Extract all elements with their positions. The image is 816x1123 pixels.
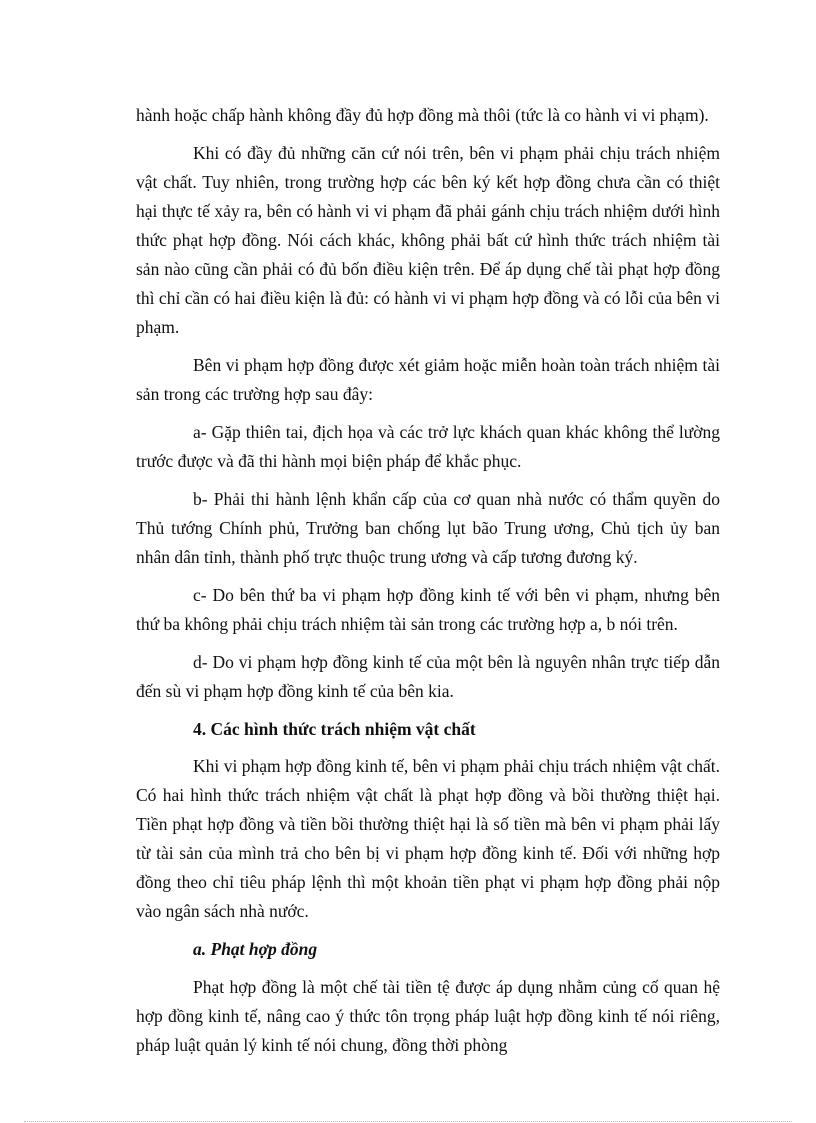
paragraph-conditions: Khi có đầy đủ những căn cứ nói trên, bên vi phạm phải chịu trách nhiệm vật chất. Tuy nhiên, trong trường hợp các bên ký kết hợp đồng chưa cần có thiệt hại thực tế xảy ra, bên có hành vi vi phạm đã phải gánh chịu trách nhiệm dưới hình thức phạt hợp đồng. Nói cách khác, không phải bất cứ hình thức trách nhiệm tài sản nào cũng cần phải có đủ bốn điều kiện trên. Để áp dụng chế tài phạt hợp đồng thì chỉ cần có hai điều kiện là đủ: có hành vi vi phạm hợp đồng và có lỗi của bên vi phạm. [136, 143, 720, 337]
subsection-paragraph: Phạt hợp đồng là một chế tài tiền tệ được áp dụng nhằm củng cố quan hệ hợp đồng kinh tế, nâng cao ý thức tôn trọng pháp luật hợp đồng kinh tế nói riêng, pháp luật quản lý kinh tế nói chung, đồng thời phòng [136, 977, 720, 1055]
list-item-a: a- Gặp thiên tai, địch họa và các trở lực khách quan khác không thể lường trước được và đã thi hành mọi biện pháp để khắc phục. [136, 422, 720, 471]
page-bottom-divider [24, 1121, 792, 1122]
list-item-d: d- Do vi phạm hợp đồng kinh tế của một bên là nguyên nhân trực tiếp dẫn đến sù vi phạm hợp đồng kinh tế của bên kia. [136, 652, 720, 701]
paragraph-exemptions-intro: Bên vi phạm hợp đồng được xét giảm hoặc miễn hoàn toàn trách nhiệm tài sản trong các trường hợp sau đây: [136, 355, 720, 404]
subsection-heading: a. Phạt hợp đồng [193, 939, 318, 959]
section-paragraph: Khi vi phạm hợp đồng kinh tế, bên vi phạm phải chịu trách nhiệm vật chất. Có hai hình thức trách nhiệm vật chất là phạt hợp đồng và bồi thường thiệt hại. Tiền phạt hợp đồng và tiền bồi thường thiệt hại là số tiền mà bên vi phạm phải lấy từ tài sản của mình trả cho bên bị vi phạm hợp đồng kinh tế. Đối với những hợp đồng theo chỉ tiêu pháp lệnh thì một khoản tiền phạt vi phạm hợp đồng phải nộp vào ngân sách nhà nước. [136, 756, 720, 921]
document-body [136, 101, 720, 1069]
paragraph-continuation: hành hoặc chấp hành không đầy đủ hợp đồng mà thôi (tức là co hành vi vi phạm). [136, 105, 709, 125]
section-heading: 4. Các hình thức trách nhiệm vật chất [193, 719, 476, 739]
list-item-c: c- Do bên thứ ba vi phạm hợp đồng kinh tế với bên vi phạm, nhưng bên thứ ba không phải chịu trách nhiệm tài sản trong các trường hợp a, b nói trên. [136, 585, 720, 634]
list-item-b: b- Phải thi hành lệnh khẩn cấp của cơ quan nhà nước có thẩm quyền do Thủ tướng Chính phủ, Trưởng ban chống lụt bão Trung ương, Chủ tịch ủy ban nhân dân tỉnh, thành phố trực thuộc trung ương và cấp tương đương ký. [136, 489, 720, 567]
